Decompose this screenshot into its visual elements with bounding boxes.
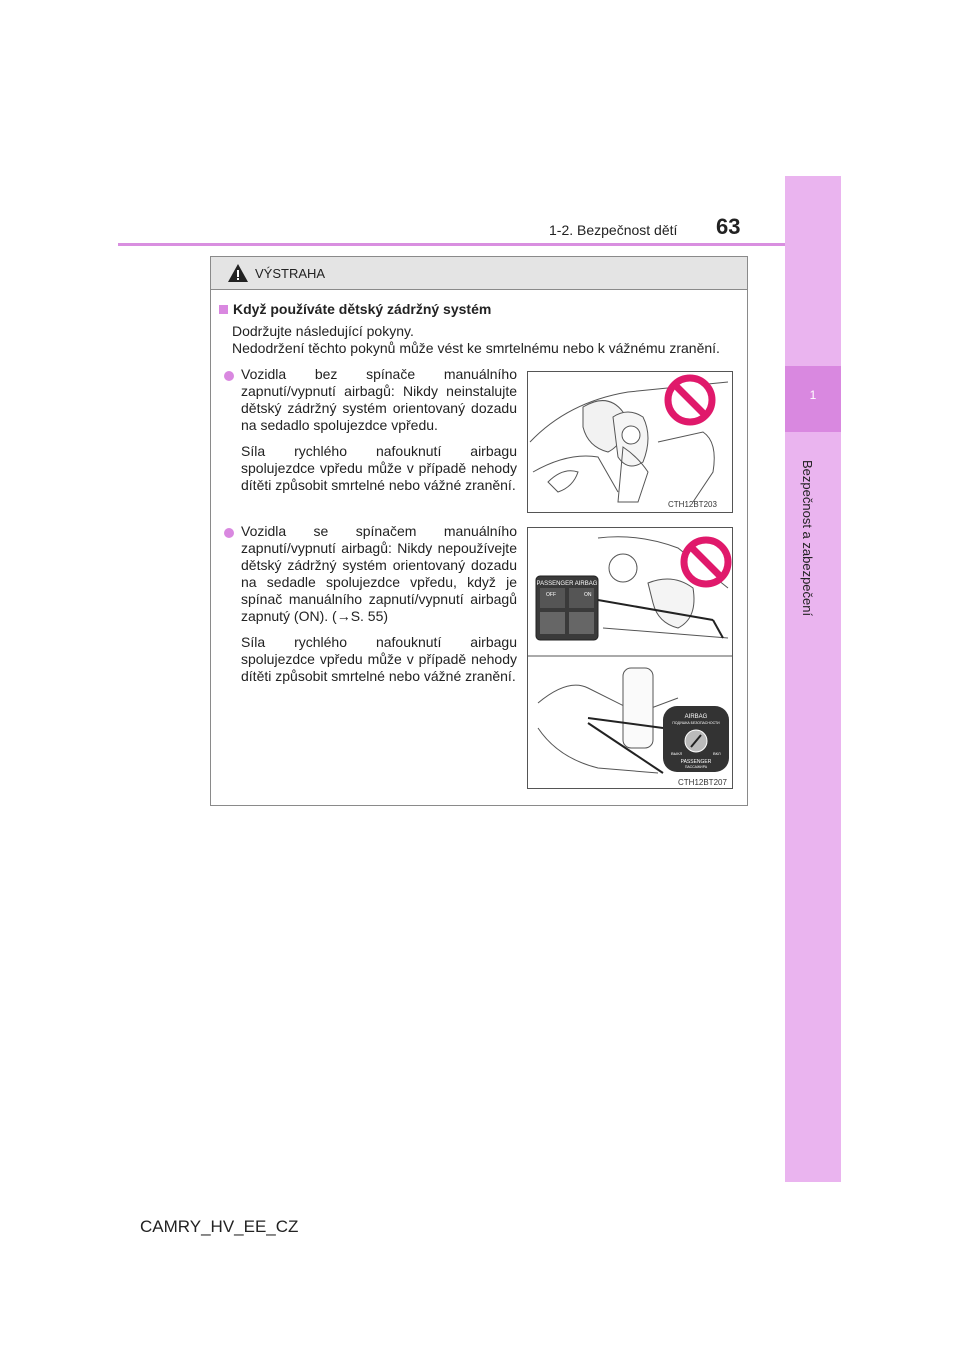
figure-airbag-switch [527, 527, 733, 789]
switch-label-ru-bottom: ПАССАЖИРА [684, 765, 708, 769]
section-title: 1-2. Bezpečnost dětí [549, 222, 678, 238]
child-seat-illustration [528, 372, 733, 513]
label-on: ON [584, 592, 592, 598]
switch-label-passenger: PASSENGER [680, 759, 712, 765]
intro-line-1: Dodržujte následující pokyny. [232, 323, 414, 339]
switch-label-airbag: AIRBAG [684, 714, 708, 720]
figure-child-seat-airbag [527, 371, 733, 513]
switch-label-vkl: ВКЛ [713, 751, 721, 756]
switch-label-ru-top: ПОДУШКА БЕЗОПАСНОСТИ [672, 721, 720, 725]
label-passenger-airbag: PASSENGER AIRBAG [536, 581, 598, 587]
warning-triangle-icon [227, 263, 249, 283]
chapter-tab [785, 176, 841, 1182]
item-title [219, 301, 491, 317]
intro-line-2: Nedodržení těchto pokynů může vést ke smrtelnému nebo k vážnému zranění. [232, 340, 720, 356]
header-rule [118, 243, 785, 246]
warning-label: VÝSTRAHA [255, 265, 326, 281]
bullet2-paragraph2: Síla rychlého nafouknutí airbagu spolujezdce vpředu může v případě nehody dítěti způsobit smrtelné nebo vážné zranění. [241, 634, 517, 684]
item-title-text: Když používáte dětský zádržný systém [233, 301, 492, 317]
bullet1-paragraph2: Síla rychlého nafouknutí airbagu spolujezdce vpředu může v případě nehody dítěti způsobit smrtelné nebo vážné zranění. [241, 443, 517, 493]
bullet1-paragraph1: Vozidla bez spínače manuálního zapnutí/vypnutí airbagů: Nikdy neinstalujte dětský zádržný systém orientovaný dozadu na sedadlo spolujezdce vpředu. [241, 366, 517, 433]
switch-label-vykl: ВЫКЛ [671, 751, 683, 756]
bullet-dot-icon [224, 528, 234, 538]
model-code: CAMRY_HV_EE_CZ [140, 1217, 299, 1236]
bullet2-paragraph1: Vozidla se spínačem manuálního zapnutí/vypnutí airbagů: Nikdy nepoužívejte dětský zádržný systém orientovaný dozadu na sedadle spolujezdce vpředu, když je spínač manuálního zapnutí/vypnutí airbagů zapnutý (ON). (→S. 55) [241, 523, 517, 624]
chapter-number: 1 [809, 388, 817, 402]
figure-code: CTH12BT207 [678, 778, 727, 787]
figure-code: CTH12BT203 [668, 500, 717, 509]
airbag-switch-illustration [528, 528, 733, 789]
square-bullet-icon [219, 305, 228, 314]
label-off: OFF [546, 592, 556, 598]
page-number: 63 [716, 214, 741, 239]
chapter-title: Bezpečnost a zabezpečení [800, 459, 815, 617]
warning-box [210, 256, 748, 806]
bullet-dot-icon [224, 371, 234, 381]
warning-header [211, 257, 747, 290]
